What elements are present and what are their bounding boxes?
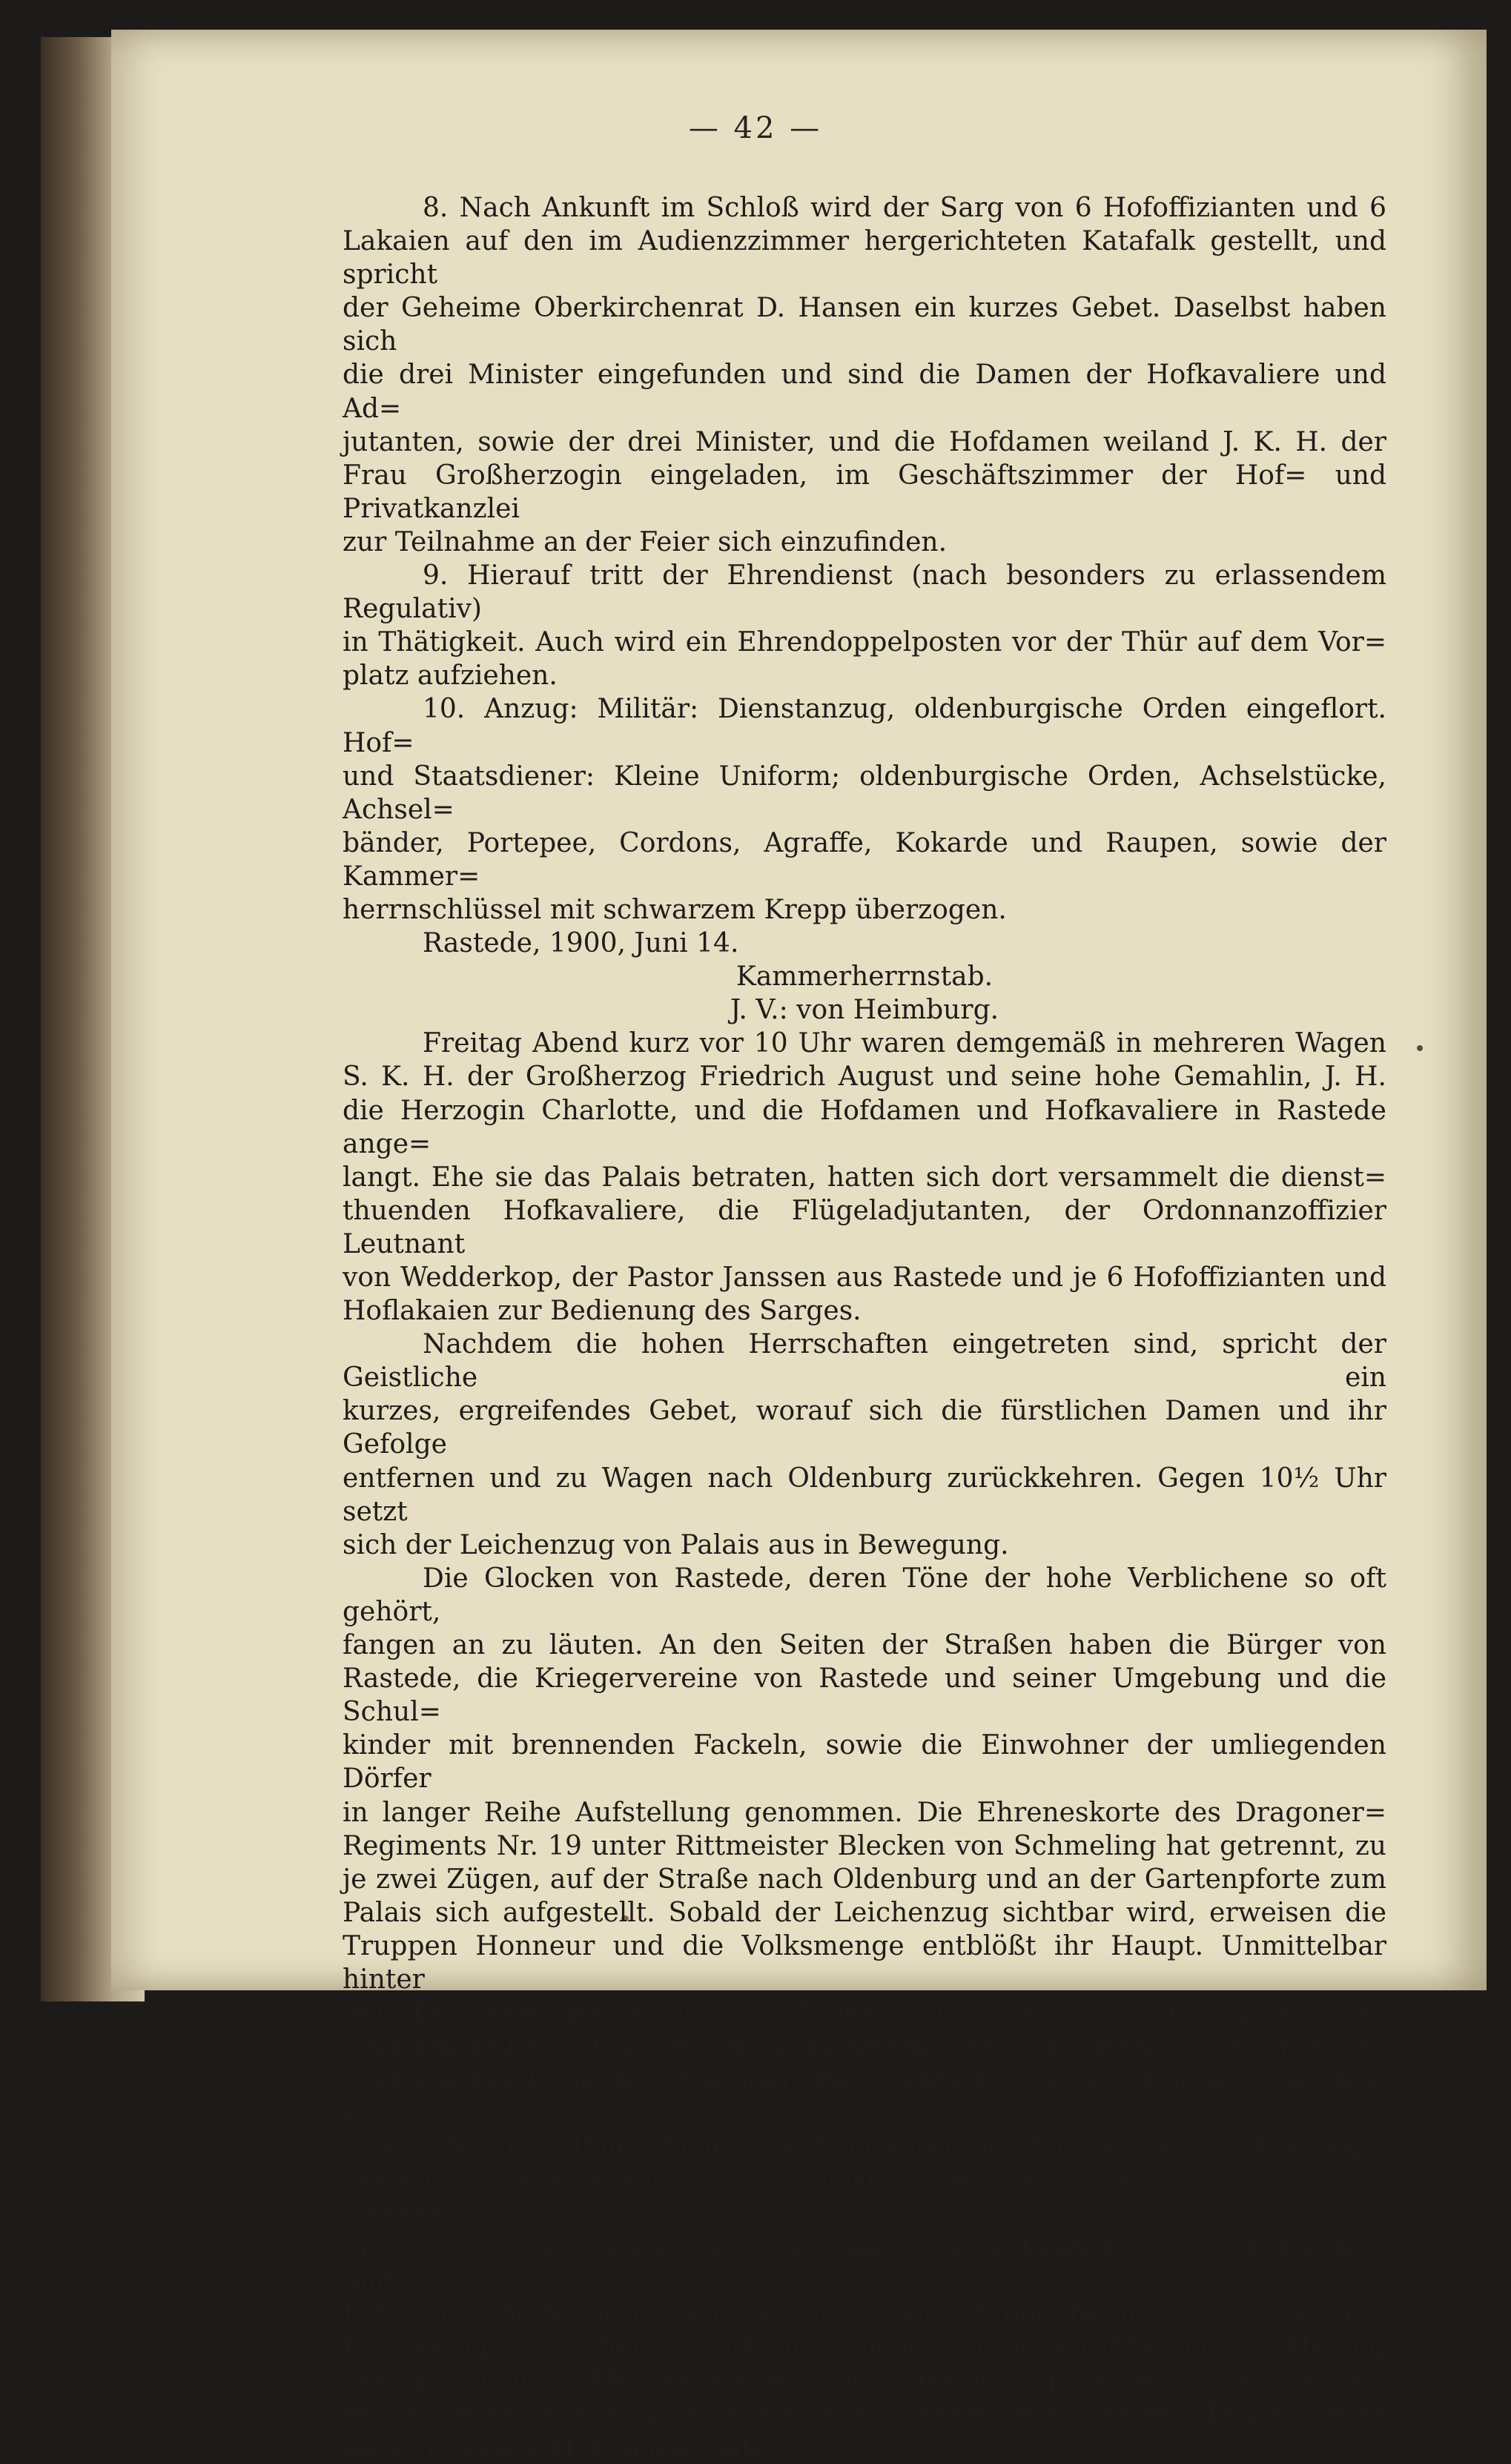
- text-line: und Staatsdiener: Kleine Uniform; oldenburgische Orden, Achselstücke, Achsel=: [343, 761, 1386, 825]
- text-line: Frau Großherzogin eingeladen, im Geschäftszimmer der Hof= und Privatkanzlei: [343, 460, 1386, 524]
- text-line: Erst wenig, dann aber so stark zunehmend, daß der Großherzog und Herzog: [343, 2332, 1386, 2362]
- signature-office: Kammerherrnstab.: [735, 961, 993, 993]
- text-line: Hoflakaien zur Bedienung des Sarges.: [343, 1296, 862, 1327]
- text-body: [343, 191, 1386, 2464]
- text-line: der Geheime Oberkirchenrat D. Hansen ein kurzes Gebet. Daselbst haben sich: [343, 293, 1386, 357]
- text-line: dem Leichenwagen reitet S. K. H. der Großherzog Friedrich August in der: [343, 1998, 1386, 2029]
- text-line: à la suite steht. Ihnen folgen die Adjutanten des hochseligen Großherzogs,: [343, 2131, 1386, 2162]
- text-line: jutanten, sowie der drei Minister, und die Hofdamen weiland J. K. H. der: [343, 426, 1386, 457]
- text-line: Georg von ihren Pferden steigen. Der Großherzog zog seinen Mantel an,: [343, 2365, 1386, 2397]
- text-line: die drei Minister eingefunden und sind die Damen der Hofkavaliere und Ad=: [343, 360, 1386, 424]
- paragraph-prayer: [343, 1328, 1386, 1562]
- text-line: bänder, Portepee, Cordons, Agraffe, Kokarde und Raupen, sowie der Kammer=: [343, 827, 1386, 892]
- text-line: Truppen Honneur und die Volksmenge entblößt ihr Haupt. Unmittelbar hinter: [343, 1930, 1386, 1995]
- text-line: 10. Anzug: Militär: Dienstanzug, oldenburgische Orden eingeflort. Hof=: [343, 694, 1386, 758]
- text-line: S. K. H. der Großherzog Friedrich August und seine hohe Gemahlin, J. H.: [343, 1062, 1386, 1093]
- ink-spot: [1417, 1045, 1423, 1051]
- text-line: Die Glocken von Rastede, deren Töne der hohe Verblichene so oft gehört,: [343, 1563, 1386, 1627]
- text-line: 9. Hierauf tritt der Ehrendienst (nach besonders zu erlassendem Regulativ): [343, 560, 1386, 625]
- text-line: in Thätigkeit. Auch wird ein Ehrendoppelposten vor der Thür auf dem Vor=: [343, 627, 1386, 658]
- text-line: Nachdem die hohen Herrschaften eingetreten sind, spricht der Geistliche ein: [343, 1329, 1386, 1394]
- text-line: die Herzogin Charlotte, und die Hofdamen und Hofkavaliere in Rastede ange=: [343, 1095, 1386, 1159]
- text-line: in langer Reihe Aufstellung genommen. Die Ehreneskorte des Dragoner=: [343, 1797, 1386, 1828]
- text-line: Freitag Abend kurz vor 10 Uhr waren demgemäß in mehreren Wagen: [423, 1028, 1386, 1059]
- paragraph-arrival: [343, 1027, 1386, 1328]
- place-date: Rastede, 1900, Juni 14.: [423, 928, 739, 959]
- text-line: Uniform des 1. Garde=Dragoner=Regiments Königin von England, bei dem er: [343, 2064, 1386, 2129]
- text-line: kinder mit brennenden Fackeln, sowie die Einwohner der umliegenden Dörfer: [343, 1730, 1386, 1795]
- text-line: Uniform seiner 19. Dragoner, links neben ihm S. H. Herzog Georg in der: [343, 2031, 1386, 2062]
- text-line: 8. Nach Ankunft im Schloß wird der Sarg von 6 Hofoffizianten und 6: [423, 193, 1386, 223]
- text-line: Regiments Nr. 19 unter Rittmeister Blecken von Schmeling hat getrennt, zu: [343, 1830, 1386, 1861]
- text-line: herrnschlüssel mit schwarzem Krepp überzogen.: [343, 894, 1007, 925]
- text-line: sich der Leichenzug von Palais aus in Bewegung.: [343, 1529, 1009, 1560]
- text-line: platz aufziehen.: [343, 660, 558, 692]
- text-line: thuenden Hofkavaliere, die Flügeladjutanten, der Ordonnanzoffizier Leutnant: [343, 1195, 1386, 1259]
- text-line: nahm in einem Hofwagen Platz. —: [343, 2432, 810, 2463]
- text-line: langt. Ehe sie das Palais betraten, hatten sich dort versammelt die dienst=: [343, 1162, 1386, 1193]
- text-line: kurzes, ergreifendes Gebet, worauf sich die fürstlichen Damen und ihr Gefolge: [343, 1396, 1386, 1460]
- text-line: zur Teilnahme an der Feier sich einzufinden.: [343, 526, 948, 557]
- text-line: je zwei Zügen, auf der Straße nach Oldenburg und an der Gartenpforte zum: [343, 1864, 1386, 1895]
- text-line: Oberst von Wedderkop und Rittmeister von Jordan, der Garnisonälteste, General=: [343, 2165, 1386, 2229]
- paragraph-procession: [343, 1562, 1386, 2464]
- text-line: Lakaien auf den im Audienzzimmer hergerichteten Katafalk gestellt, und spricht: [343, 226, 1386, 291]
- text-line: Rastede, die Kriegervereine von Rastede und seiner Umgebung und die Schul=: [343, 1663, 1386, 1728]
- text-line: Palais sich aufgestellt. Sobald der Leichenzug sichtbar wird, erweisen die: [343, 1897, 1386, 1928]
- text-line: entfernen und zu Wagen nach Oldenburg zurückkehren. Gegen 10½ Uhr setzt: [343, 1463, 1386, 1527]
- page-number: — 42 —: [688, 111, 823, 145]
- text-line: Frhr. von Plettenberg. Nach einer halben Stunde beginnt es zu regnen.: [343, 2298, 1386, 2329]
- text-line: fangen an zu läuten. An den Seiten der Straßen haben die Bürger von: [343, 1630, 1386, 1661]
- text-line: major von Fetter, sowie die Ordonnanzoffiziere Leutnants von Wedderkop und: [343, 2231, 1386, 2296]
- paragraph-10: [343, 692, 1386, 927]
- text-line: den er später wieder ablegte, und stieg wiederum zu Pferde. Herzog Georg: [343, 2399, 1386, 2430]
- signature-name: J. V.: von Heimburg.: [730, 995, 999, 1026]
- text-line: von Wedderkop, der Pastor Janssen aus Rastede und je 6 Hofoffizianten und: [343, 1262, 1386, 1293]
- paragraph-8: [343, 191, 1386, 559]
- paragraph-9: [343, 559, 1386, 692]
